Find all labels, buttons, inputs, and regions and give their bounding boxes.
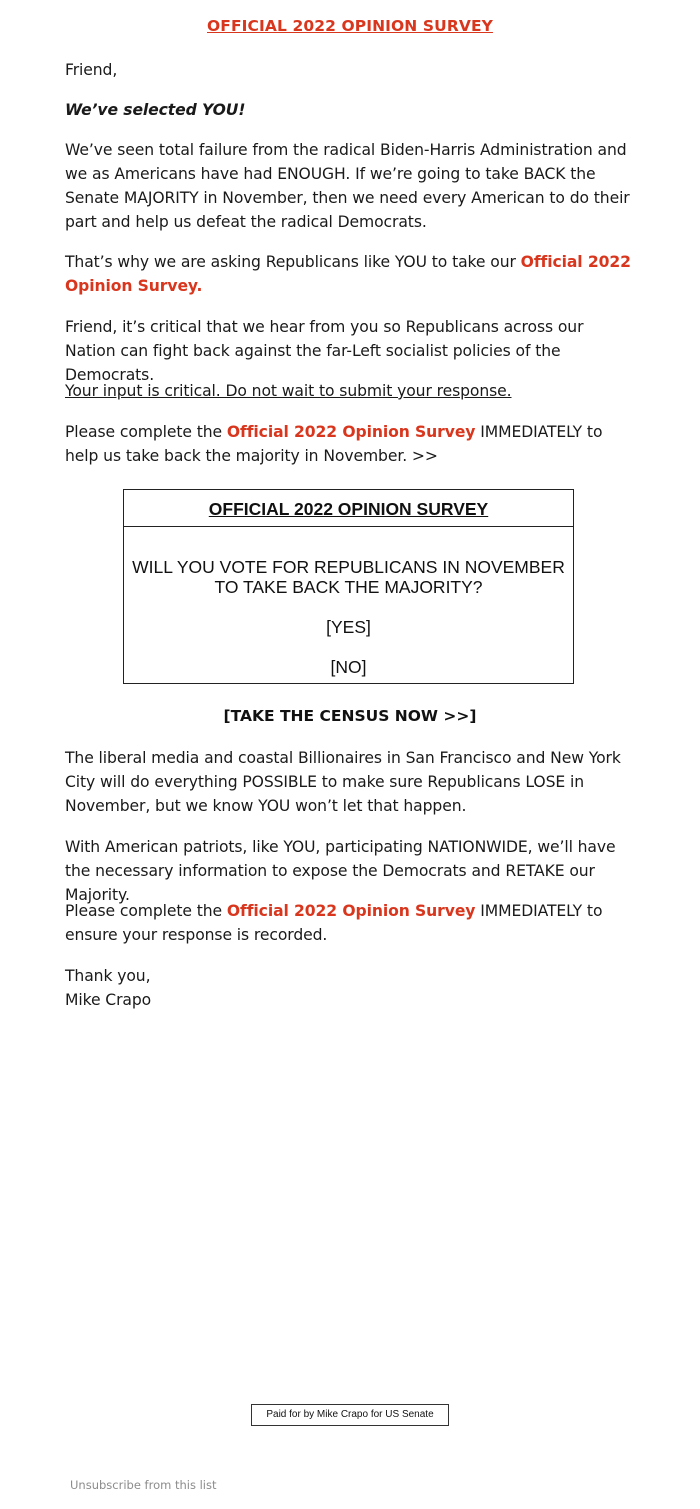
paragraph-1: We’ve seen total failure from the radical Biden-Harris Administration and we as Americans have had ENOUGH. If we’re going to take BACK the Senate MAJORITY in November, then we need every American to do their part and help us defeat the radical Democrats. xyxy=(65,141,630,231)
signoff-thanks: Thank you, xyxy=(65,967,151,985)
survey-link-3[interactable]: Official 2022 Opinion Survey xyxy=(226,902,476,920)
signoff-name: Mike Crapo xyxy=(65,991,152,1009)
survey-box-title: OFFICIAL 2022 OPINION SURVEY xyxy=(124,490,573,527)
paragraph-8-pre: Please complete the xyxy=(65,902,227,920)
paragraph-6: The liberal media and coastal Billionaires in San Francisco and New York City will do everything POSSIBLE to make sure Republicans LOSE in November, but we know YOU won’t let that happen. xyxy=(65,749,621,815)
paragraph-8-post: IMMEDIATELY to ensure your response is recorded. xyxy=(65,902,603,944)
survey-option-yes[interactable]: [YES] xyxy=(326,617,371,637)
paragraph-4-underlined: Your input is critical. Do not wait to submit your response. xyxy=(65,382,512,400)
paid-for-disclaimer: Paid for by Mike Crapo for US Senate xyxy=(251,1404,449,1426)
selected-line-text: We’ve selected YOU! xyxy=(65,101,246,119)
paragraph-5 xyxy=(65,420,635,468)
paragraph-5-pre: Please complete the xyxy=(65,423,227,441)
survey-image-box[interactable] xyxy=(123,489,574,684)
survey-link-2[interactable]: Official 2022 Opinion Survey xyxy=(226,423,476,441)
survey-link-1[interactable]: Official 2022 Opinion Survey. xyxy=(65,253,631,295)
paragraph-2-text: That’s why we are asking Republicans like YOU to take our xyxy=(65,253,521,271)
email-headline-link[interactable]: OFFICIAL 2022 OPINION SURVEY xyxy=(207,17,493,35)
paragraph-3: Friend, it’s critical that we hear from you so Republicans across our Nation can fight back against the far-Left socialist policies of the Democrats. xyxy=(65,318,584,384)
paragraph-8 xyxy=(65,899,635,947)
paragraph-7: With American patriots, like YOU, participating NATIONWIDE, we’ll have the necessary information to expose the Democrats and RETAKE our Majority. xyxy=(65,838,616,904)
survey-option-no[interactable]: [NO] xyxy=(330,657,367,677)
paragraph-2 xyxy=(65,250,635,298)
paragraph-5-post: IMMEDIATELY to help us take back the majority in November. >> xyxy=(65,423,603,465)
survey-question: WILL YOU VOTE FOR REPUBLICANS IN NOVEMBER TO TAKE BACK THE MAJORITY? xyxy=(132,557,565,597)
greeting: Friend, xyxy=(65,61,118,79)
unsubscribe-link[interactable]: Unsubscribe from this list xyxy=(70,1478,217,1492)
take-census-button[interactable]: [TAKE THE CENSUS NOW >>] xyxy=(223,707,477,725)
selected-line xyxy=(65,98,635,122)
